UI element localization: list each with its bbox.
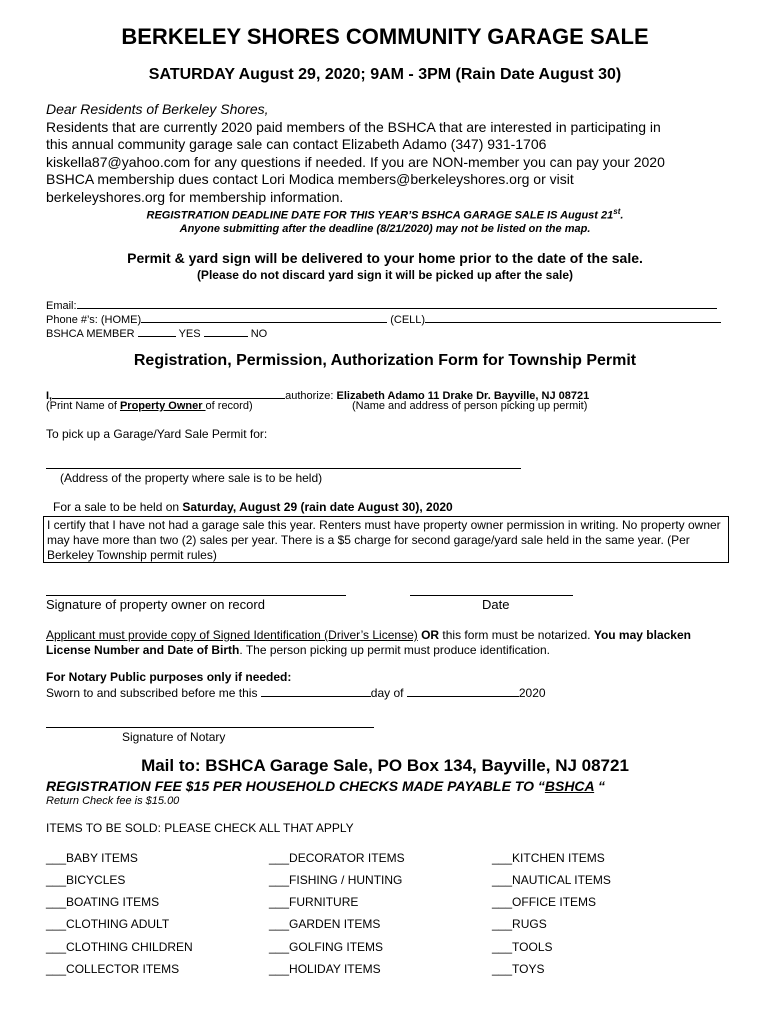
deadline-notice: REGISTRATION DEADLINE DATE FOR THIS YEAR’S BSHCA GARAGE SALE IS August 21st. bbox=[146, 207, 624, 222]
owner-signature-label: Signature of property owner on record bbox=[46, 597, 265, 612]
permit-delivery-notice: Permit & yard sign will be delivered to your home prior to the date of the sale. bbox=[127, 250, 643, 266]
item-rugs[interactable]: ___RUGS bbox=[492, 917, 547, 931]
authorize-value: Elizabeth Adamo 11 Drake Dr. Bayville, NJ 08721 bbox=[336, 390, 590, 402]
page-title: BERKELEY SHORES COMMUNITY GARAGE SALE bbox=[121, 24, 649, 49]
sworn-day-field[interactable] bbox=[261, 685, 371, 697]
address-field[interactable] bbox=[46, 468, 521, 469]
email-label: Email: bbox=[46, 300, 77, 312]
mail-to-address: Mail to: BSHCA Garage Sale, PO Box 134, Bayville, NJ 08721 bbox=[141, 756, 629, 775]
item-nautical-items[interactable]: ___NAUTICAL ITEMS bbox=[492, 873, 611, 887]
authorize-label: authorize: bbox=[285, 390, 334, 402]
sworn-month-field[interactable] bbox=[407, 685, 519, 697]
owner-signature-field[interactable] bbox=[46, 595, 346, 596]
print-name-note: (Print Name of Property Owner of record) bbox=[46, 400, 253, 412]
date-field[interactable] bbox=[410, 595, 573, 596]
intro-paragraph bbox=[46, 119, 665, 206]
phone-row bbox=[46, 311, 721, 326]
home-phone-label: Phone #’s: (HOME) bbox=[46, 314, 142, 326]
owner-name-field[interactable] bbox=[52, 387, 285, 399]
item-golfing-items[interactable]: ___GOLFING ITEMS bbox=[269, 940, 384, 954]
cell-phone-field[interactable] bbox=[425, 311, 721, 323]
intro-line: this annual community garage sale can contact Elizabeth Adamo (347) 931-1706 bbox=[46, 136, 547, 153]
return-check-fee: Return Check fee is $15.00 bbox=[46, 795, 180, 807]
registration-heading: Registration, Permission, Authorization Form for Township Permit bbox=[133, 352, 637, 369]
license-instructions: License Number and Date of Birth. The person picking up permit must produce identification. bbox=[46, 643, 550, 657]
item-baby-items[interactable]: ___BABY ITEMS bbox=[46, 851, 138, 865]
date-label: Date bbox=[482, 597, 510, 612]
sale-date-subtitle: SATURDAY August 29, 2020; 9AM - 3PM (Rain Date August 30) bbox=[148, 66, 622, 83]
greeting: Dear Residents of Berkeley Shores, bbox=[46, 101, 269, 117]
notary-signature-label: Signature of Notary bbox=[122, 730, 226, 744]
yard-sign-notice: (Please do not discard yard sign it will be picked up after the sale) bbox=[196, 268, 574, 282]
picker-note: (Name and address of person picking up permit) bbox=[352, 400, 588, 412]
intro-line: berkeleyshores.org for membership information. bbox=[46, 188, 344, 205]
item-bicycles[interactable]: ___BICYCLES bbox=[46, 873, 126, 887]
i-label: I, bbox=[46, 390, 53, 402]
item-clothing-adult[interactable]: ___CLOTHING ADULT bbox=[46, 917, 170, 931]
email-row bbox=[46, 297, 717, 312]
deadline-late-notice: Anyone submitting after the deadline (8/21/2020) may not be listed on the map. bbox=[179, 223, 591, 235]
items-heading: ITEMS TO BE SOLD: PLEASE CHECK ALL THAT APPLY bbox=[46, 821, 354, 835]
pickup-label: To pick up a Garage/Yard Sale Permit for: bbox=[46, 427, 268, 441]
item-garden-items[interactable]: ___GARDEN ITEMS bbox=[269, 917, 381, 931]
applicant-instructions: Applicant must provide copy of Signed Identification (Driver’s License) OR this form must be notarized. You may blacken bbox=[46, 628, 691, 642]
item-decorator-items[interactable]: ___DECORATOR ITEMS bbox=[269, 851, 405, 865]
member-no-field[interactable] bbox=[204, 325, 248, 337]
certification-box: I certify that I have not had a garage sale this year. Renters must have property owner permission in writing. No property owner may have more than two (2) sales per year. There is a $5 charge for second garage/yard sale held in the same year. (Per Berkeley Township permit rules) bbox=[43, 516, 729, 563]
email-field[interactable] bbox=[77, 297, 717, 309]
notary-heading: For Notary Public purposes only if needed: bbox=[46, 670, 292, 684]
item-office-items[interactable]: ___OFFICE ITEMS bbox=[492, 895, 597, 909]
item-toys[interactable]: ___TOYS bbox=[492, 962, 545, 976]
home-phone-field[interactable] bbox=[141, 311, 387, 323]
intro-line: Residents that are currently 2020 paid members of the BSHCA that are interested in participating in bbox=[46, 119, 661, 135]
item-kitchen-items[interactable]: ___KITCHEN ITEMS bbox=[492, 851, 605, 865]
intro-line: BSHCA membership dues contact Lori Modica members@berkeleyshores.org or visit bbox=[46, 171, 574, 188]
no-label: NO bbox=[250, 328, 268, 340]
item-collector-items[interactable]: ___COLLECTOR ITEMS bbox=[46, 962, 180, 976]
item-furniture[interactable]: ___FURNITURE bbox=[269, 895, 359, 909]
member-row bbox=[46, 325, 267, 340]
address-note: (Address of the property where sale is to be held) bbox=[60, 471, 323, 485]
item-clothing-children[interactable]: ___CLOTHING CHILDREN bbox=[46, 940, 193, 954]
item-fishing-hunting[interactable]: ___FISHING / HUNTING bbox=[269, 873, 403, 887]
member-yes-field[interactable] bbox=[138, 325, 176, 337]
notary-signature-field[interactable] bbox=[46, 727, 374, 728]
sale-held-line: For a sale to be held on Saturday, August 29 (rain date August 30), 2020 bbox=[53, 500, 453, 514]
intro-line: kiskella87@yahoo.com for any questions if needed. If you are NON-member you can pay your 2020 bbox=[46, 153, 665, 170]
item-holiday-items[interactable]: ___HOLIDAY ITEMS bbox=[269, 962, 381, 976]
member-label: BSHCA MEMBER bbox=[46, 328, 135, 340]
cell-phone-label: (CELL) bbox=[390, 314, 426, 326]
item-tools[interactable]: ___TOOLS bbox=[492, 940, 553, 954]
item-boating-items[interactable]: ___BOATING ITEMS bbox=[46, 895, 160, 909]
registration-fee: REGISTRATION FEE $15 PER HOUSEHOLD CHECKS MADE PAYABLE TO “BSHCA “ bbox=[46, 778, 606, 794]
yes-label: YES bbox=[178, 328, 201, 340]
sworn-row: Sworn to and subscribed before me this day of 2020 bbox=[46, 686, 546, 700]
